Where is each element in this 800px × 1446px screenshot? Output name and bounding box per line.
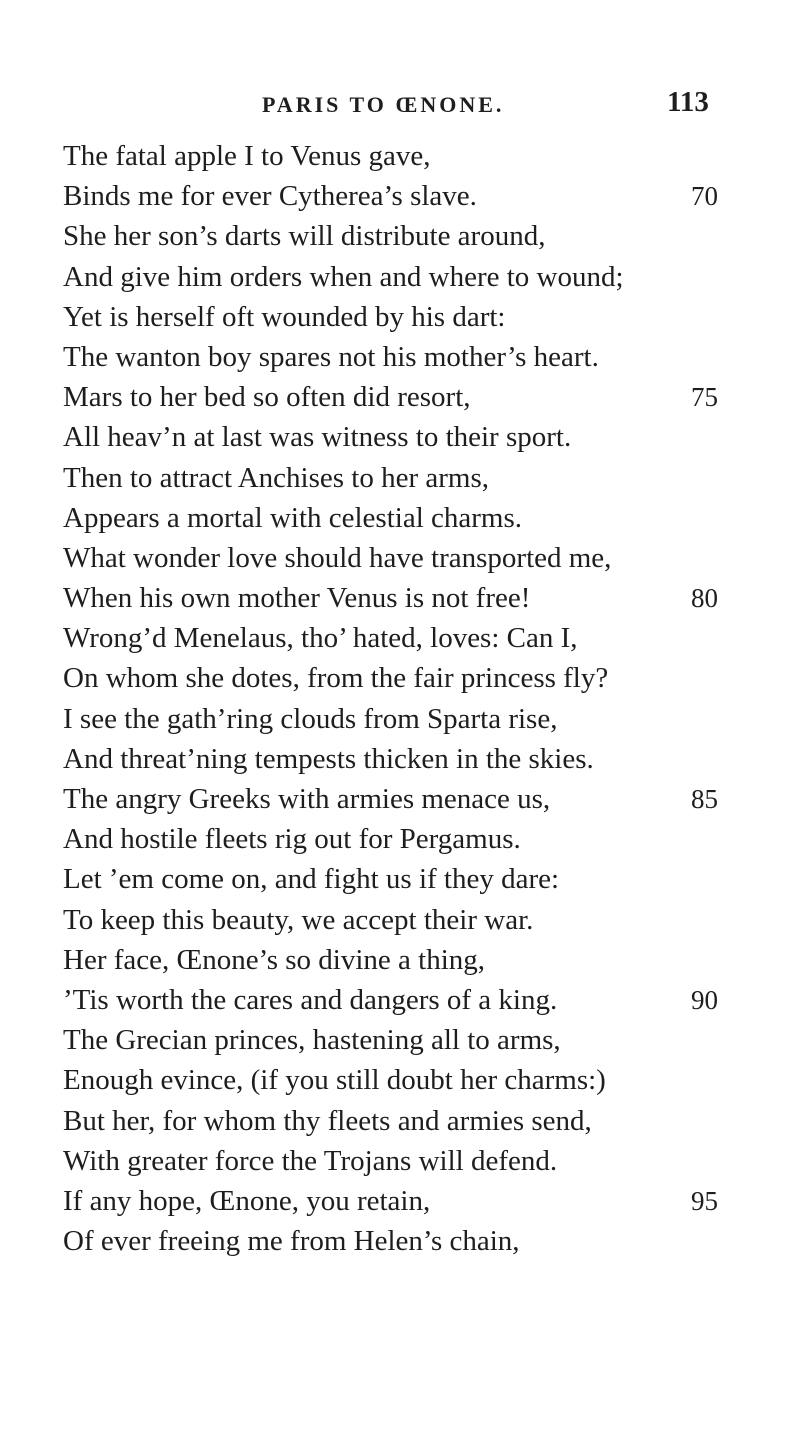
line-number: 70 [691,181,718,212]
line-number: 80 [691,583,718,614]
verse-line [63,538,763,578]
verse-line [63,458,763,498]
verse-text: The angry Greeks with armies menace us, [63,783,551,815]
verse-text: The Grecian princes, hastening all to arms, [63,1024,561,1057]
verse-text: All heav’n at last was witness to their sport. [63,421,572,454]
poem-body [63,136,763,1261]
verse-text: Binds me for ever Cytherea’s slave. [63,180,477,213]
verse-text: But her, for whom thy fleets and armies send, [63,1104,592,1137]
verse-text: To keep this beauty, we accept their war. [63,903,534,936]
verse-line [63,498,763,538]
verse-text: And threat’ning tempests thicken in the skies. [63,742,594,775]
verse-line [63,779,763,819]
verse-text: The fatal apple I to Venus gave, [63,140,431,172]
verse-line [63,1101,763,1141]
verse-text: And give him orders when and where to wound; [63,260,624,293]
verse-text: She her son’s darts will distribute around, [63,220,546,253]
line-number: 95 [691,1185,718,1216]
verse-line [63,257,763,297]
verse-line [63,699,763,739]
verse-text: Of ever freeing me from Helen’s chain, [63,1225,520,1258]
verse-text: Wrong’d Menelaus, tho’ hated, loves: Can I, [63,622,578,655]
verse-line [63,417,763,457]
verse-line [63,578,763,618]
page-header [0,86,800,126]
verse-text: Then to attract Anchises to her arms, [63,461,490,494]
verse-line [63,900,763,940]
verse-text: What wonder love should have transported me, [63,541,612,574]
verse-text: Mars to her bed so often did resort, [63,381,471,414]
verse-line [63,176,763,216]
verse-line [63,1221,763,1261]
verse-text: I see the gath’ring clouds from Sparta rise, [63,702,558,735]
verse-text: If any hope, Œnone, you retain, [63,1184,431,1217]
verse-line [63,1020,763,1060]
verse-line [63,819,763,859]
verse-text: Her face, Œnone’s so divine a thing, [63,943,486,976]
verse-line [63,216,763,256]
verse-text: Enough evince, (if you still doubt her charms:) [63,1064,606,1097]
verse-line [63,377,763,417]
verse-text: Yet is herself oft wounded by his dart: [63,300,506,333]
verse-text: ’Tis worth the cares and dangers of a king. [63,983,558,1016]
verse-text: On whom she dotes, from the fair princess fly? [63,662,609,695]
verse-line [63,297,763,337]
verse-text: And hostile fleets rig out for Pergamus. [63,823,521,856]
verse-line [63,859,763,899]
running-title: PARIS TO ŒNONE. [262,92,505,117]
verse-line [63,940,763,980]
verse-text: Appears a mortal with celestial charms. [63,501,523,534]
verse-line [63,739,763,779]
verse-text: The wanton boy spares not his mother’s heart. [63,340,599,373]
verse-line [63,337,763,377]
verse-text: Let ’em come on, and fight us if they dare: [63,863,560,896]
verse-line [63,136,763,176]
verse-text: When his own mother Venus is not free! [63,582,531,615]
verse-line [63,1141,763,1181]
line-number: 85 [691,784,718,814]
verse-line [63,1060,763,1100]
verse-line [63,618,763,658]
verse-text: With greater force the Trojans will defend. [63,1144,558,1177]
verse-line [63,1181,763,1221]
verse-line [63,980,763,1020]
page-number: 113 [667,86,709,118]
line-number: 75 [691,382,718,413]
verse-line [63,658,763,698]
line-number: 90 [691,984,718,1015]
